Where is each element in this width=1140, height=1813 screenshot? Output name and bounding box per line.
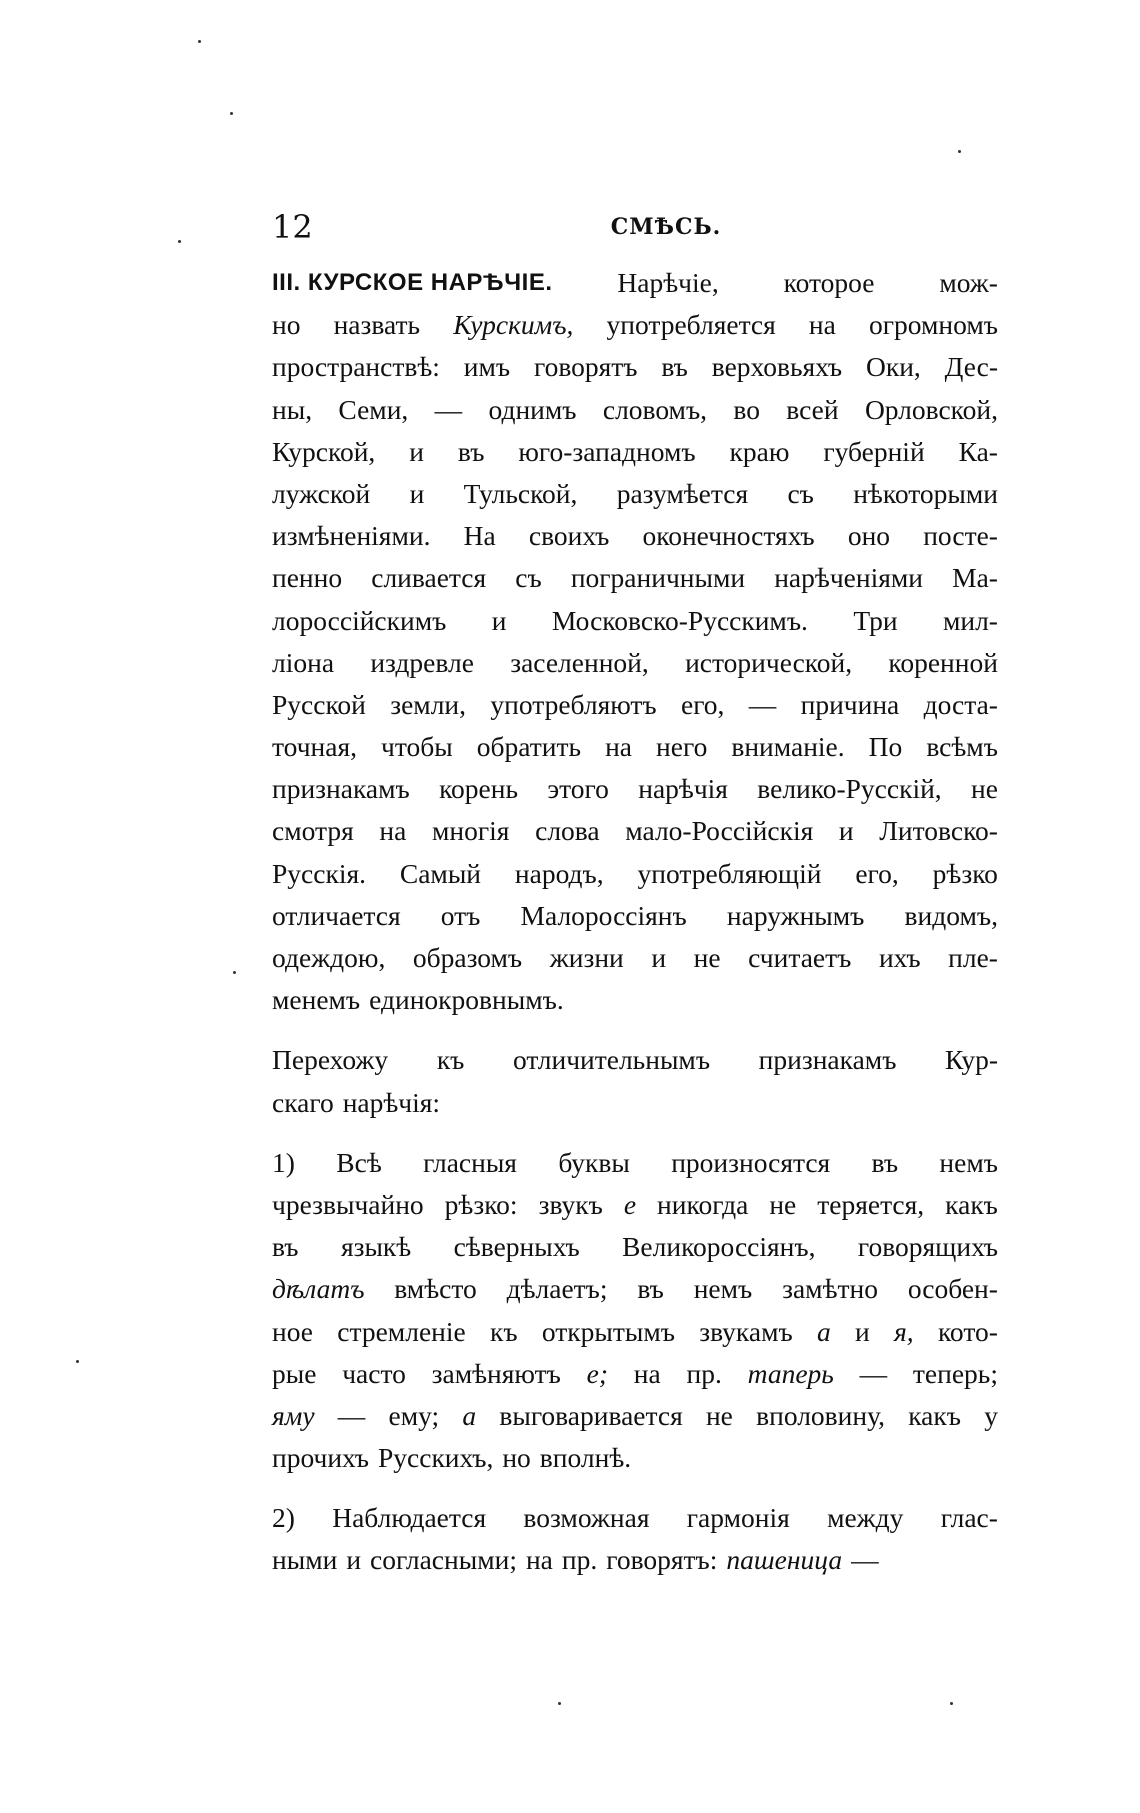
word: замѣтно	[782, 1273, 878, 1305]
word: говорятъ:	[606, 1544, 718, 1576]
word: ны,	[272, 393, 313, 425]
word: и	[838, 815, 854, 847]
text-line	[272, 1497, 998, 1539]
word: Самый	[399, 857, 482, 889]
word: пенно	[272, 562, 343, 594]
scan-speck	[958, 150, 961, 153]
word: вполовину,	[756, 1399, 885, 1431]
word: оно	[847, 520, 891, 552]
text-line	[272, 642, 998, 684]
word: признакамъ	[272, 773, 410, 805]
word: но	[272, 309, 301, 341]
word: этого	[547, 773, 609, 805]
word: вмѣсто	[394, 1273, 477, 1305]
text-line	[272, 726, 998, 768]
word: и	[491, 604, 507, 636]
word: и	[855, 1315, 870, 1347]
word: Великороссіянъ,	[622, 1231, 816, 1263]
word: разумѣется	[616, 477, 749, 509]
word: употребляется	[606, 309, 776, 341]
word: на	[525, 1544, 553, 1576]
word: языкѣ	[340, 1231, 412, 1263]
text-line	[272, 346, 998, 388]
word: теряется,	[817, 1188, 925, 1220]
word: отличается	[272, 899, 401, 931]
text-line	[272, 473, 998, 515]
scan-speck	[198, 40, 201, 43]
section-heading: III. КУРСКОЕ НАРѢЧІЕ.	[272, 269, 553, 296]
word: вполнѣ.	[539, 1442, 632, 1474]
word: Кур-	[945, 1044, 998, 1076]
word: мил-	[942, 604, 998, 636]
word: ему;	[388, 1399, 440, 1431]
paragraph-gap	[272, 1479, 998, 1497]
page-header	[272, 208, 1000, 248]
word: къ	[490, 1315, 518, 1347]
word: видомъ,	[904, 899, 998, 931]
text-line	[272, 557, 998, 599]
word: нарѣчія	[638, 773, 728, 805]
word: юго-западномъ	[518, 435, 696, 467]
word: кото-	[937, 1315, 998, 1347]
word: Перехожу	[272, 1044, 389, 1076]
word: народъ,	[514, 857, 604, 889]
word: дѣлаетъ;	[506, 1273, 608, 1305]
word: буквы	[558, 1146, 630, 1178]
word: своихъ	[528, 520, 610, 552]
word: рѣзко:	[444, 1188, 518, 1220]
word: образомъ	[412, 942, 523, 973]
word: него	[656, 731, 708, 763]
word: съ	[787, 477, 814, 509]
word: 2)	[272, 1502, 295, 1534]
word: Русскія.	[272, 857, 366, 889]
word: какъ	[945, 1188, 998, 1220]
word: не	[705, 1399, 733, 1431]
word: сѣверныхъ	[453, 1231, 580, 1263]
word: коренной	[888, 646, 998, 678]
text-line	[272, 768, 998, 810]
word: Орловской,	[864, 393, 998, 425]
word: Московско-Русскимъ.	[551, 604, 808, 636]
word: жизни	[549, 942, 624, 973]
text-line	[272, 1268, 998, 1310]
word: въ	[457, 435, 485, 467]
word: Ма-	[952, 562, 998, 594]
word: огромномъ	[868, 309, 998, 341]
word: а	[816, 1315, 831, 1347]
word: е;	[586, 1357, 609, 1389]
word: пространствѣ:	[272, 351, 440, 383]
word: на	[379, 815, 407, 847]
word: нѣкоторыми	[853, 477, 998, 509]
running-head: СМѢСЬ.	[610, 214, 722, 240]
text-line	[272, 895, 998, 937]
word: Наблюдается	[332, 1502, 487, 1534]
word: и	[651, 942, 667, 973]
word: мож-	[939, 267, 998, 298]
word: краю	[729, 435, 790, 467]
word: открытымъ	[541, 1315, 675, 1347]
text-line	[272, 1082, 998, 1124]
word: исторической,	[685, 646, 853, 678]
word: дѣлатъ	[272, 1273, 365, 1305]
word: теперь;	[912, 1357, 998, 1389]
scan-speck	[178, 240, 181, 243]
word: яму	[272, 1399, 315, 1431]
word: Курскимъ,	[453, 309, 574, 341]
text-line	[272, 1142, 998, 1184]
text-line	[272, 1039, 998, 1081]
word: скаго	[272, 1086, 334, 1118]
text-line	[272, 515, 998, 557]
word: смотря	[272, 815, 354, 847]
word: назвать	[333, 309, 421, 341]
text-line	[272, 389, 998, 431]
word: замѣняютъ	[431, 1357, 561, 1389]
text-line	[272, 262, 998, 304]
word: —	[859, 1357, 888, 1389]
word: —	[337, 1399, 366, 1431]
text-line	[272, 853, 998, 895]
word: причина	[800, 688, 900, 720]
word: его,	[855, 857, 899, 889]
word: ліона	[272, 646, 335, 678]
word: доста-	[923, 688, 998, 720]
word: имъ	[463, 351, 511, 383]
page-number: 12	[272, 208, 313, 246]
paragraph-gap	[272, 1124, 998, 1142]
word: возможная	[523, 1502, 650, 1534]
word: никогда	[657, 1188, 749, 1220]
word: на	[808, 309, 836, 341]
word: —	[851, 1544, 879, 1576]
word: точная,	[272, 731, 357, 763]
word: Тульской,	[463, 477, 578, 509]
word: чтобы	[381, 731, 453, 763]
word: оконечностяхъ	[642, 520, 815, 552]
word: Нарѣчіе,	[617, 267, 719, 298]
word: а	[462, 1399, 477, 1431]
text-line	[272, 1184, 998, 1226]
word: звукамъ	[699, 1315, 793, 1347]
word: считаетъ	[748, 942, 852, 973]
word: и	[346, 1544, 362, 1576]
word: Малороссіянъ	[520, 899, 687, 931]
word: пашеница	[726, 1544, 843, 1576]
word: особен-	[907, 1273, 998, 1305]
word: и	[409, 435, 424, 467]
word: 1)	[272, 1146, 295, 1178]
word: употребляющій	[637, 857, 822, 889]
word: заселенной,	[510, 646, 649, 678]
word: немъ	[939, 1146, 998, 1178]
word: немъ	[693, 1273, 753, 1305]
word: Три	[853, 604, 898, 636]
word: ное	[272, 1315, 314, 1347]
word: въ	[637, 1273, 664, 1305]
word: вниманіе.	[731, 731, 845, 763]
scan-speck	[950, 1702, 953, 1705]
word: е	[623, 1188, 637, 1220]
word: ными	[272, 1544, 338, 1576]
word: Всѣ	[336, 1146, 382, 1178]
word: которое	[783, 267, 875, 298]
word: пр.	[686, 1357, 722, 1389]
word: единокровнымъ.	[369, 984, 564, 1016]
word: всѣмъ	[926, 731, 998, 763]
text-line	[272, 1437, 998, 1479]
word: я,	[894, 1315, 914, 1347]
word: рѣзко	[932, 857, 998, 889]
word: съ	[515, 562, 542, 594]
text-line	[272, 304, 998, 346]
word: измѣненіями.	[272, 520, 431, 552]
word: обратить	[476, 731, 582, 763]
word: нарѣчія:	[342, 1086, 441, 1118]
word: Оки,	[865, 351, 921, 383]
text-line	[272, 684, 998, 726]
paragraph-gap	[272, 1021, 998, 1039]
word: на	[633, 1357, 661, 1389]
word: губерній	[823, 435, 925, 467]
text-line	[272, 431, 998, 473]
word: Семи,	[338, 393, 409, 425]
word: Литовско-	[879, 815, 998, 847]
word: Курской,	[272, 435, 376, 467]
word: По	[868, 731, 903, 763]
word: какъ	[908, 1399, 961, 1431]
word: не	[693, 942, 721, 973]
word: многія	[432, 815, 510, 847]
word: говорятъ	[533, 351, 638, 383]
word: издревле	[370, 646, 474, 678]
word: На	[463, 520, 496, 552]
word: посте-	[923, 520, 998, 552]
word: признакамъ	[758, 1044, 897, 1076]
word: словомъ,	[602, 393, 708, 425]
text-line	[272, 1226, 998, 1268]
word: выговаривается	[499, 1399, 683, 1431]
word: всей	[786, 393, 839, 425]
word: наружнымъ	[726, 899, 865, 931]
text-line	[272, 810, 998, 852]
word: пле-	[948, 942, 998, 973]
scan-speck	[76, 1360, 79, 1363]
word: верховьяхъ	[711, 351, 843, 383]
text-line	[272, 937, 998, 979]
word: въ	[871, 1146, 899, 1178]
word: чрезвычайно	[272, 1188, 424, 1220]
word: согласными;	[370, 1544, 517, 1576]
word: глас-	[940, 1502, 998, 1534]
word: говорящихъ	[857, 1231, 998, 1263]
text-line	[272, 979, 998, 1021]
word: слова	[535, 815, 600, 847]
word: гармонія	[686, 1502, 790, 1534]
word: пограничными	[570, 562, 746, 594]
word: прочихъ	[272, 1442, 369, 1474]
word: нарѣченіями	[774, 562, 923, 594]
word: земли,	[390, 688, 467, 720]
word: лороссійскимъ	[272, 604, 447, 636]
word: къ	[436, 1044, 465, 1076]
text-line	[272, 1395, 998, 1437]
word: менемъ	[272, 984, 361, 1016]
text-line	[272, 1311, 998, 1353]
word: рые	[272, 1357, 317, 1389]
word: употребляютъ	[490, 688, 657, 720]
word: произносятся	[671, 1146, 831, 1178]
word: между	[827, 1502, 904, 1534]
word: —	[748, 688, 777, 720]
word: ихъ	[878, 942, 921, 973]
word: корень	[439, 773, 519, 805]
word: его,	[680, 688, 725, 720]
word: стремленіе	[337, 1315, 466, 1347]
word: звукъ	[538, 1188, 603, 1220]
word: не	[769, 1188, 797, 1220]
scan-speck	[558, 1702, 561, 1705]
word: отличительнымъ	[513, 1044, 711, 1076]
word: отъ	[440, 899, 481, 931]
word: сливается	[371, 562, 487, 594]
text-line	[272, 1539, 998, 1581]
word: пр.	[561, 1544, 598, 1576]
word: велико-Русскій,	[757, 773, 942, 805]
word: Русской	[272, 688, 366, 720]
word: на	[605, 731, 633, 763]
word: часто	[342, 1357, 406, 1389]
body-text	[272, 262, 998, 1582]
scan-speck	[233, 971, 236, 974]
word: лужской	[272, 477, 371, 509]
word: однимъ	[488, 393, 577, 425]
word: у	[984, 1399, 998, 1431]
word: мало-Россійскія	[625, 815, 814, 847]
word: въ	[661, 351, 688, 383]
word: гласныя	[423, 1146, 517, 1178]
text-line	[272, 600, 998, 642]
word: одеждою,	[272, 942, 386, 973]
word: —	[434, 393, 463, 425]
word: не	[971, 773, 998, 805]
word: Русскихъ,	[377, 1442, 494, 1474]
word: Дес-	[944, 351, 998, 383]
word: и	[409, 477, 425, 509]
word: во	[733, 393, 760, 425]
word: Ка-	[958, 435, 998, 467]
text-line	[272, 1353, 998, 1395]
scan-speck	[230, 112, 233, 115]
word: въ	[272, 1231, 299, 1263]
word: таперь	[747, 1357, 834, 1389]
word: но	[502, 1442, 531, 1474]
